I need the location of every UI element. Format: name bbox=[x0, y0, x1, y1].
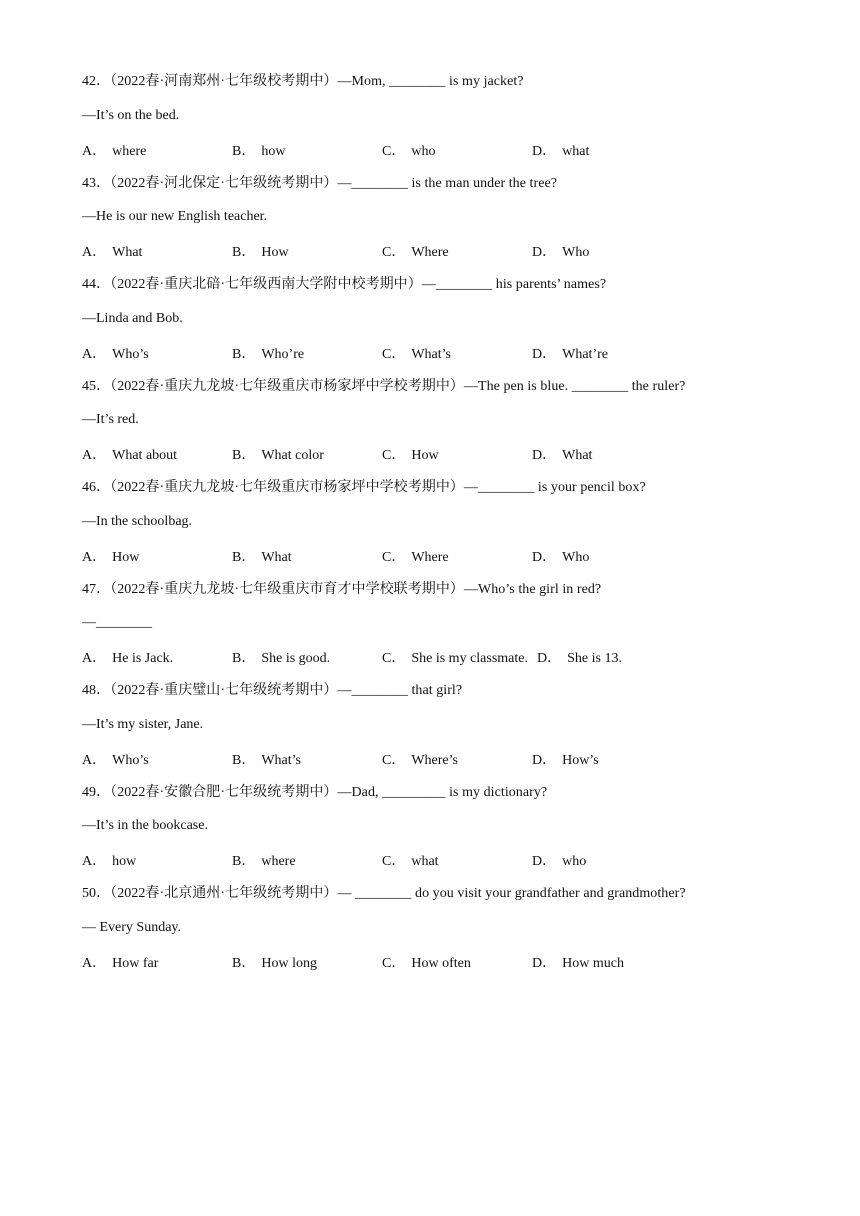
question-answer-line: —He is our new English teacher. bbox=[82, 209, 268, 225]
option-d bbox=[532, 749, 599, 769]
option-letter: D． bbox=[532, 245, 557, 261]
question-47 bbox=[82, 580, 782, 668]
option-letter: D． bbox=[532, 346, 557, 362]
option-b bbox=[232, 343, 304, 363]
option-letter: C． bbox=[382, 143, 406, 159]
option-text: Who’s bbox=[112, 752, 149, 768]
option-a bbox=[82, 546, 139, 566]
options-row bbox=[82, 343, 782, 363]
option-letter: B． bbox=[232, 752, 256, 768]
option-a bbox=[82, 444, 177, 464]
option-a bbox=[82, 850, 136, 870]
options-row bbox=[82, 546, 782, 566]
option-text: What about bbox=[112, 448, 178, 464]
question-stem: 48．（2022春·重庆璧山·七年级统考期中）—________ that girl? bbox=[82, 683, 463, 698]
option-text: Who’re bbox=[261, 346, 305, 362]
option-a bbox=[82, 343, 149, 363]
option-text: She is my classmate. bbox=[411, 651, 528, 667]
option-letter: D． bbox=[532, 752, 557, 768]
option-letter: D． bbox=[532, 143, 557, 159]
option-c bbox=[382, 140, 435, 160]
option-letter: A． bbox=[82, 143, 107, 159]
option-d bbox=[532, 444, 592, 464]
option-letter: D． bbox=[537, 651, 562, 667]
option-text: What’re bbox=[562, 346, 608, 362]
option-text: who bbox=[411, 143, 436, 159]
option-text: She is good. bbox=[261, 651, 331, 667]
option-text: What bbox=[562, 448, 593, 464]
option-text: Who bbox=[562, 549, 590, 565]
question-answer-line: — Every Sunday. bbox=[82, 919, 182, 935]
option-d bbox=[532, 952, 624, 972]
question-stem: 44．（2022春·重庆北碚·七年级西南大学附中校考期中）—________ his parents’ names? bbox=[82, 277, 607, 292]
question-answer-line: —In the schoolbag. bbox=[82, 513, 193, 529]
option-text: how bbox=[261, 143, 286, 159]
option-letter: B． bbox=[232, 143, 256, 159]
options-row bbox=[82, 140, 782, 160]
option-b bbox=[232, 952, 317, 972]
option-letter: C． bbox=[382, 651, 406, 667]
question-49 bbox=[82, 783, 782, 871]
option-b bbox=[232, 546, 292, 566]
option-b bbox=[232, 241, 289, 261]
option-text: how bbox=[112, 854, 137, 870]
option-letter: A． bbox=[82, 955, 107, 971]
option-text: where bbox=[261, 854, 296, 870]
options-row bbox=[82, 850, 782, 870]
option-b bbox=[232, 140, 285, 160]
option-text: What bbox=[261, 549, 292, 565]
option-letter: D． bbox=[532, 448, 557, 464]
option-text: How’s bbox=[562, 752, 599, 768]
option-text: How bbox=[261, 245, 289, 261]
option-c bbox=[382, 850, 439, 870]
option-letter: B． bbox=[232, 448, 256, 464]
option-c bbox=[382, 444, 439, 464]
options-row bbox=[82, 444, 782, 464]
option-d bbox=[532, 546, 589, 566]
option-text: How bbox=[112, 549, 140, 565]
question-44 bbox=[82, 275, 782, 363]
options-row bbox=[82, 749, 782, 769]
option-text: How much bbox=[562, 955, 624, 971]
question-answer-line: —It’s in the bookcase. bbox=[82, 818, 208, 834]
option-letter: B． bbox=[232, 346, 256, 362]
option-letter: A． bbox=[82, 448, 107, 464]
question-43 bbox=[82, 174, 782, 262]
option-text: Where’s bbox=[411, 752, 458, 768]
option-b bbox=[232, 749, 301, 769]
option-text: What’s bbox=[261, 752, 301, 768]
option-d bbox=[532, 140, 589, 160]
option-letter: C． bbox=[382, 854, 406, 870]
option-letter: C． bbox=[382, 346, 406, 362]
option-letter: C． bbox=[382, 955, 406, 971]
option-letter: A． bbox=[82, 651, 107, 667]
option-a bbox=[82, 952, 158, 972]
option-d bbox=[532, 850, 586, 870]
question-45 bbox=[82, 377, 782, 465]
option-text: How far bbox=[112, 955, 159, 971]
question-50 bbox=[82, 884, 782, 972]
option-c bbox=[382, 241, 449, 261]
option-a bbox=[82, 140, 146, 160]
option-letter: C． bbox=[382, 752, 406, 768]
option-c bbox=[382, 749, 458, 769]
option-text: He is Jack. bbox=[112, 651, 174, 667]
question-stem: 43．（2022春·河北保定·七年级统考期中）—________ is the man under the tree? bbox=[82, 175, 557, 191]
question-stem: 45．（2022春·重庆九龙坡·七年级重庆市杨家坪中学校考期中）—The pen is blue. ________ the ruler? bbox=[82, 378, 686, 394]
option-letter: B． bbox=[232, 854, 256, 870]
question-answer-line: —________ bbox=[82, 615, 152, 631]
option-letter: B． bbox=[232, 955, 256, 971]
option-letter: A． bbox=[82, 854, 107, 870]
option-text: What bbox=[112, 245, 143, 261]
option-d bbox=[532, 343, 608, 363]
option-text: Where bbox=[411, 549, 449, 565]
question-42 bbox=[82, 72, 782, 160]
option-text: Where bbox=[411, 245, 449, 261]
option-a bbox=[82, 241, 142, 261]
option-a bbox=[82, 749, 149, 769]
option-letter: C． bbox=[382, 549, 406, 565]
option-letter: A． bbox=[82, 245, 107, 261]
option-text: who bbox=[562, 854, 587, 870]
option-b bbox=[232, 850, 296, 870]
option-a bbox=[82, 647, 173, 667]
option-c bbox=[382, 343, 451, 363]
option-c bbox=[382, 647, 528, 667]
question-46 bbox=[82, 478, 782, 566]
question-answer-line: —Linda and Bob. bbox=[82, 310, 183, 326]
question-stem: 47．（2022春·重庆九龙坡·七年级重庆市育才中学校联考期中）—Who’s the girl in red? bbox=[82, 581, 602, 597]
question-answer-line: —It’s on the bed. bbox=[82, 107, 180, 123]
option-text: She is 13. bbox=[567, 651, 622, 667]
option-b bbox=[232, 444, 324, 464]
option-letter: C． bbox=[382, 448, 406, 464]
question-stem: 49．（2022春·安徽合肥·七年级统考期中）—Dad, _________ is my dictionary? bbox=[82, 784, 548, 800]
options-row bbox=[82, 952, 782, 972]
option-d bbox=[532, 241, 589, 261]
option-text: What’s bbox=[411, 346, 451, 362]
question-stem: 50．（2022春·北京通州·七年级统考期中）— ________ do you visit your grandfather and grandmother? bbox=[82, 886, 686, 901]
option-text: what bbox=[411, 854, 439, 870]
option-letter: D． bbox=[532, 549, 557, 565]
option-letter: A． bbox=[82, 346, 107, 362]
option-letter: D． bbox=[532, 854, 557, 870]
option-text: Who’s bbox=[112, 346, 149, 362]
option-d bbox=[537, 647, 622, 667]
option-text: How long bbox=[261, 955, 317, 971]
option-text: what bbox=[562, 143, 590, 159]
option-text: Who bbox=[562, 245, 590, 261]
option-text: What color bbox=[261, 448, 324, 464]
option-letter: D． bbox=[532, 955, 557, 971]
option-b bbox=[232, 647, 330, 667]
options-row bbox=[82, 647, 782, 667]
option-c bbox=[382, 546, 449, 566]
option-letter: A． bbox=[82, 549, 107, 565]
options-row bbox=[82, 241, 782, 261]
option-letter: B． bbox=[232, 245, 256, 261]
question-48 bbox=[82, 681, 782, 769]
question-stem: 46．（2022春·重庆九龙坡·七年级重庆市杨家坪中学校考期中）—________ is your pencil box? bbox=[82, 480, 646, 495]
question-stem: 42．（2022春·河南郑州·七年级校考期中）—Mom, ________ is my jacket? bbox=[82, 74, 524, 89]
question-answer-line: —It’s red. bbox=[82, 412, 139, 428]
question-answer-line: —It’s my sister, Jane. bbox=[82, 716, 204, 732]
option-text: How often bbox=[411, 955, 471, 971]
option-c bbox=[382, 952, 471, 972]
option-text: How bbox=[411, 448, 439, 464]
option-letter: B． bbox=[232, 549, 256, 565]
option-letter: A． bbox=[82, 752, 107, 768]
option-text: where bbox=[112, 143, 147, 159]
option-letter: B． bbox=[232, 651, 256, 667]
option-letter: C． bbox=[382, 245, 406, 261]
